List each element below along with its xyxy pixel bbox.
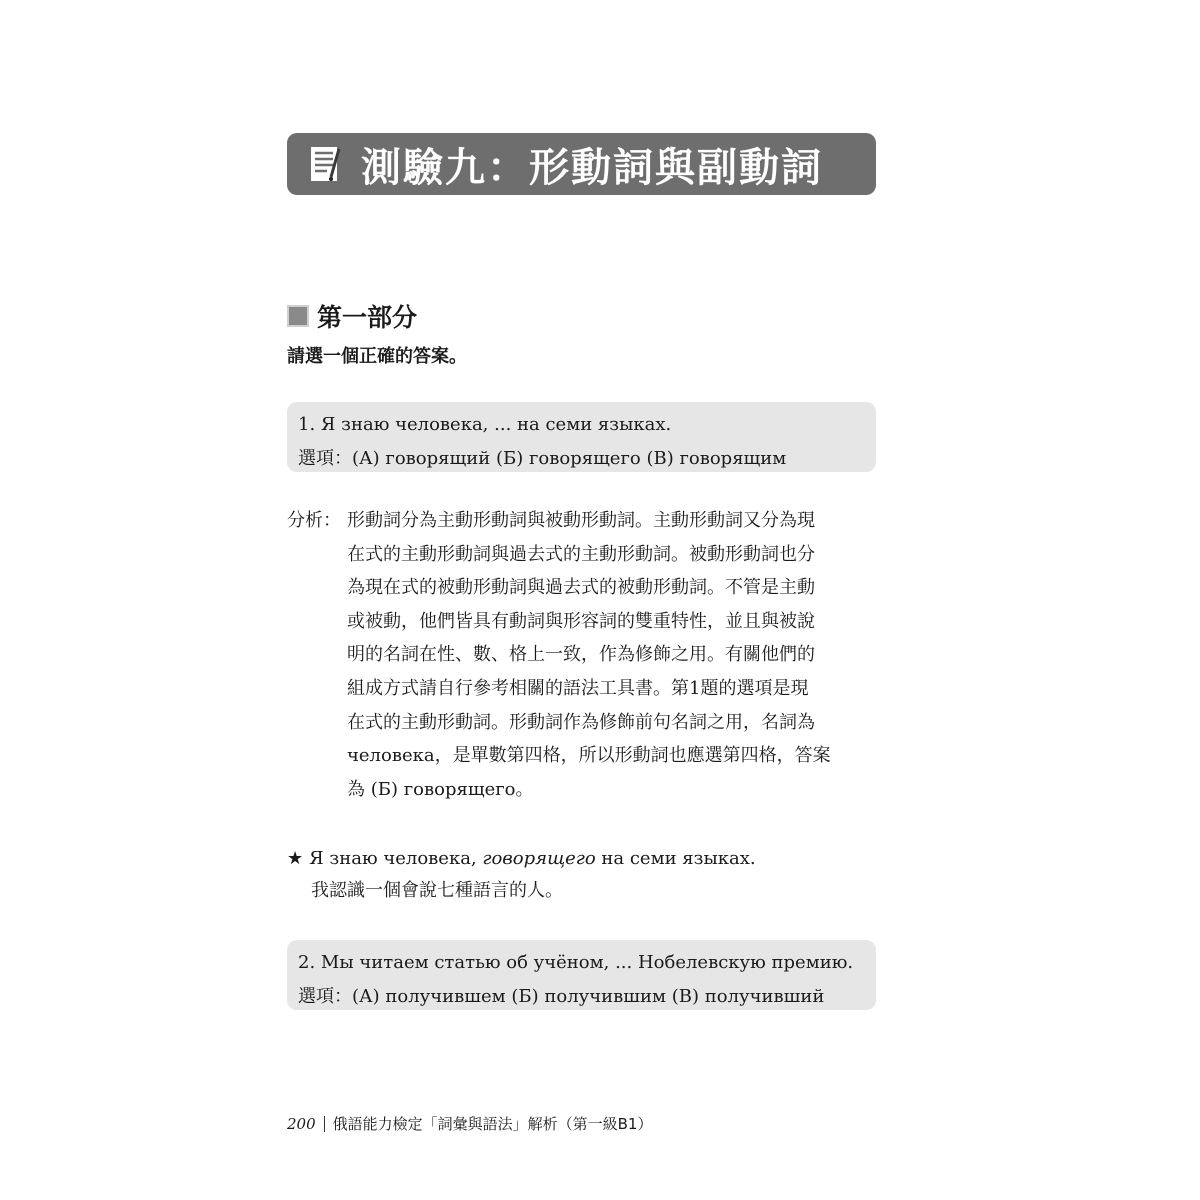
analysis-block	[287, 504, 887, 806]
analysis-line: 形動詞分為主動形動詞與被動形動詞。主動形動詞又分為現	[347, 510, 815, 531]
page-number: 200	[287, 1114, 316, 1133]
section-label: 第一部分	[317, 303, 418, 332]
analysis-line: 在式的主動形動詞與過去式的主動形動詞。被動形動詞也分	[347, 543, 815, 565]
instruction-text: 請選一個正確的答案。	[287, 346, 467, 367]
section-heading	[287, 298, 417, 334]
example-sentence	[287, 843, 756, 875]
example-translation: 我認識一個會說七種語言的人。	[311, 880, 563, 901]
question-1-options: 選項：(А) говорящий (Б) говорящего (В) говорящим	[298, 448, 787, 469]
analysis-line: 為 (Б) говорящего。	[347, 778, 534, 800]
analysis-label: 分析：	[287, 510, 341, 531]
question-box-2	[287, 940, 876, 1010]
footer-divider	[324, 1116, 325, 1132]
notepad-pencil-icon	[309, 143, 343, 185]
chapter-title: 測驗九：形動詞與副動詞	[361, 143, 823, 191]
analysis-line: 或被動，他們皆具有動詞與形容詞的雙重特性，並且與被說	[347, 610, 815, 632]
example-before: Я знаю человека,	[309, 848, 483, 869]
analysis-line: 明的名詞在性、數、格上一致，作為修飾之用。有關他們的	[347, 644, 815, 666]
analysis-body	[347, 504, 831, 806]
analysis-line: 組成方式請自行參考相關的語法工具書。第1題的選項是現	[347, 677, 809, 699]
analysis-line: 在式的主動形動詞。形動詞作為修飾前句名詞之用，名詞為	[347, 711, 815, 733]
question-2-options: 選項：(А) получившем (Б) получившим (В) получивший	[298, 986, 825, 1007]
page-footer	[287, 1113, 652, 1134]
star-icon: ★	[287, 848, 304, 869]
analysis-line: человека，是單數第四格，所以形動詞也應選第四格，答案	[347, 745, 831, 767]
example-after: на семи языках.	[595, 848, 756, 869]
example-block	[287, 843, 756, 907]
question-1-text: 1. Я знаю человека, ... на семи языках.	[298, 414, 672, 435]
book-title: 俄語能力檢定「詞彙與語法」解析（第一級B1）	[332, 1115, 653, 1133]
question-2-text: 2. Мы читаем статью об учёном, ... Нобелевскую премию.	[298, 952, 854, 973]
analysis-line: 為現在式的被動形動詞與過去式的被動形動詞。不管是主動	[347, 577, 815, 599]
gray-square-icon	[287, 305, 309, 327]
chapter-title-bar	[287, 133, 876, 195]
example-italic-word: говорящего	[482, 848, 596, 869]
question-box-1	[287, 402, 876, 472]
